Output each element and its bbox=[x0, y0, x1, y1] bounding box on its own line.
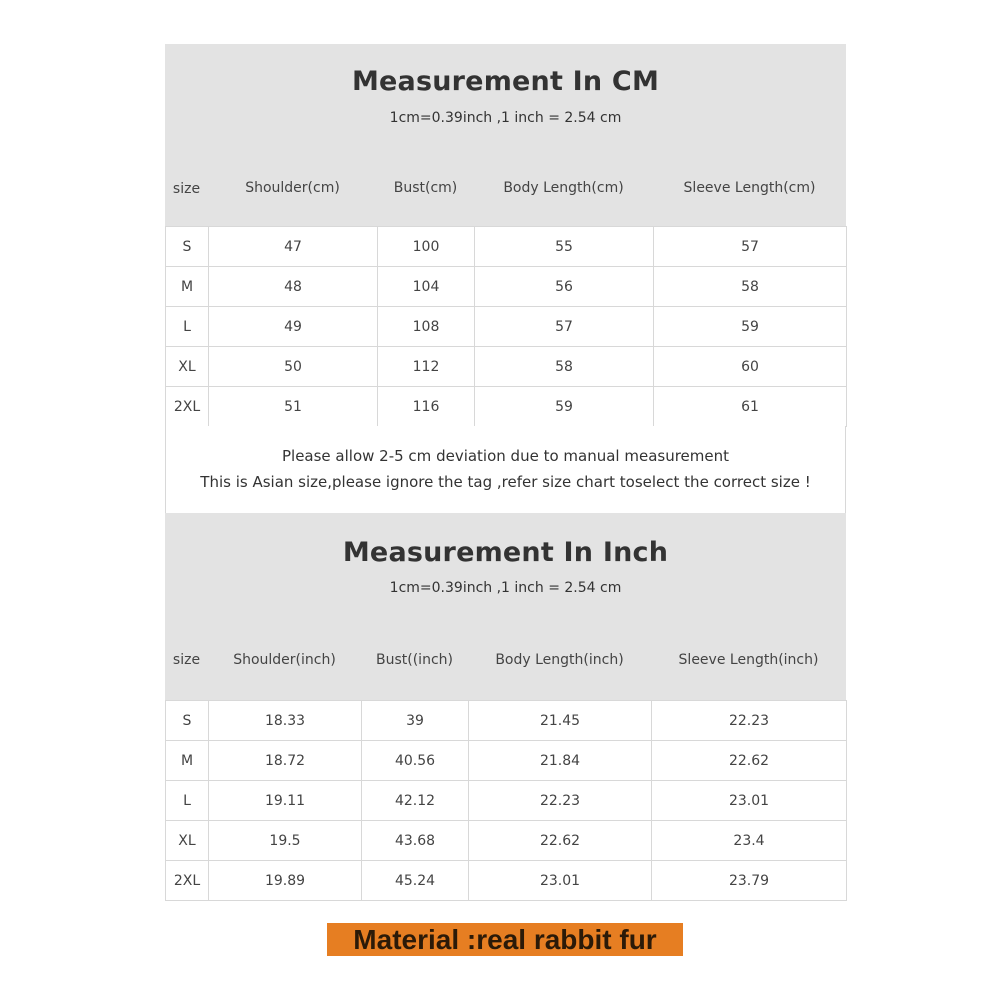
cm-header-shoulder: Shoulder(cm) bbox=[245, 180, 340, 196]
inch-header-bust: Bust((inch) bbox=[376, 652, 453, 668]
note-asian-size-text: This is Asian size,please ignore the tag ,refer size chart toselect the correct size ! bbox=[200, 473, 811, 491]
body-length-cell: 22.23 bbox=[469, 781, 652, 821]
table-row bbox=[166, 267, 847, 307]
body-length-cell: 21.45 bbox=[469, 701, 652, 741]
inch-header bbox=[165, 513, 846, 700]
table-row bbox=[166, 861, 847, 901]
shoulder-cell: 50 bbox=[209, 347, 378, 387]
cm-header bbox=[165, 44, 846, 226]
shoulder-cell: 18.33 bbox=[209, 701, 362, 741]
inch-section bbox=[165, 513, 846, 901]
inch-table bbox=[165, 700, 847, 901]
table-row bbox=[166, 821, 847, 861]
size-cell: M bbox=[166, 741, 209, 781]
size-cell: XL bbox=[166, 821, 209, 861]
table-row bbox=[166, 741, 847, 781]
cm-header-body-length: Body Length(cm) bbox=[503, 180, 624, 196]
shoulder-cell: 19.89 bbox=[209, 861, 362, 901]
table-row bbox=[166, 701, 847, 741]
sleeve-length-cell: 23.01 bbox=[652, 781, 847, 821]
shoulder-cell: 49 bbox=[209, 307, 378, 347]
sleeve-length-cell: 57 bbox=[654, 227, 847, 267]
sleeve-length-cell: 23.79 bbox=[652, 861, 847, 901]
cm-section bbox=[165, 44, 846, 427]
cm-subtitle: 1cm=0.39inch ,1 inch = 2.54 cm bbox=[389, 110, 622, 126]
table-row bbox=[166, 781, 847, 821]
bust-cell: 40.56 bbox=[362, 741, 469, 781]
size-cell: XL bbox=[166, 347, 209, 387]
bust-cell: 39 bbox=[362, 701, 469, 741]
material-banner: Material :real rabbit fur bbox=[327, 923, 683, 956]
body-length-cell: 57 bbox=[475, 307, 654, 347]
inch-subtitle: 1cm=0.39inch ,1 inch = 2.54 cm bbox=[389, 580, 622, 596]
inch-header-shoulder: Shoulder(inch) bbox=[233, 652, 336, 668]
sleeve-length-cell: 22.62 bbox=[652, 741, 847, 781]
size-cell: M bbox=[166, 267, 209, 307]
body-length-cell: 22.62 bbox=[469, 821, 652, 861]
size-cell: 2XL bbox=[166, 861, 209, 901]
shoulder-cell: 48 bbox=[209, 267, 378, 307]
body-length-cell: 56 bbox=[475, 267, 654, 307]
inch-title: Measurement In Inch bbox=[342, 537, 669, 568]
sleeve-length-cell: 58 bbox=[654, 267, 847, 307]
bust-cell: 42.12 bbox=[362, 781, 469, 821]
bust-cell: 45.24 bbox=[362, 861, 469, 901]
measurement-note bbox=[165, 426, 846, 513]
inch-header-size: size bbox=[172, 652, 201, 668]
sleeve-length-cell: 59 bbox=[654, 307, 847, 347]
table-row bbox=[166, 347, 847, 387]
bust-cell: 104 bbox=[378, 267, 475, 307]
inch-header-sleeve-length: Sleeve Length(inch) bbox=[678, 652, 819, 668]
size-cell: L bbox=[166, 307, 209, 347]
cm-table bbox=[165, 226, 847, 427]
shoulder-cell: 18.72 bbox=[209, 741, 362, 781]
body-length-cell: 23.01 bbox=[469, 861, 652, 901]
sleeve-length-cell: 60 bbox=[654, 347, 847, 387]
sleeve-length-cell: 22.23 bbox=[652, 701, 847, 741]
cm-title: Measurement In CM bbox=[351, 66, 660, 97]
inch-header-body-length: Body Length(inch) bbox=[495, 652, 624, 668]
note-deviation-text: Please allow 2-5 cm deviation due to manual measurement bbox=[281, 447, 729, 465]
body-length-cell: 21.84 bbox=[469, 741, 652, 781]
bust-cell: 43.68 bbox=[362, 821, 469, 861]
cm-header-bust: Bust(cm) bbox=[393, 180, 458, 196]
table-row bbox=[166, 227, 847, 267]
shoulder-cell: 19.5 bbox=[209, 821, 362, 861]
table-row bbox=[166, 387, 847, 427]
shoulder-cell: 51 bbox=[209, 387, 378, 427]
size-cell: S bbox=[166, 701, 209, 741]
sleeve-length-cell: 23.4 bbox=[652, 821, 847, 861]
size-cell: L bbox=[166, 781, 209, 821]
bust-cell: 108 bbox=[378, 307, 475, 347]
shoulder-cell: 47 bbox=[209, 227, 378, 267]
body-length-cell: 55 bbox=[475, 227, 654, 267]
table-row bbox=[166, 307, 847, 347]
shoulder-cell: 19.11 bbox=[209, 781, 362, 821]
size-cell: 2XL bbox=[166, 387, 209, 427]
cm-header-sleeve-length: Sleeve Length(cm) bbox=[683, 180, 816, 196]
sleeve-length-cell: 61 bbox=[654, 387, 847, 427]
body-length-cell: 58 bbox=[475, 347, 654, 387]
bust-cell: 100 bbox=[378, 227, 475, 267]
bust-cell: 116 bbox=[378, 387, 475, 427]
body-length-cell: 59 bbox=[475, 387, 654, 427]
bust-cell: 112 bbox=[378, 347, 475, 387]
cm-header-size: size bbox=[172, 181, 201, 197]
size-cell: S bbox=[166, 227, 209, 267]
